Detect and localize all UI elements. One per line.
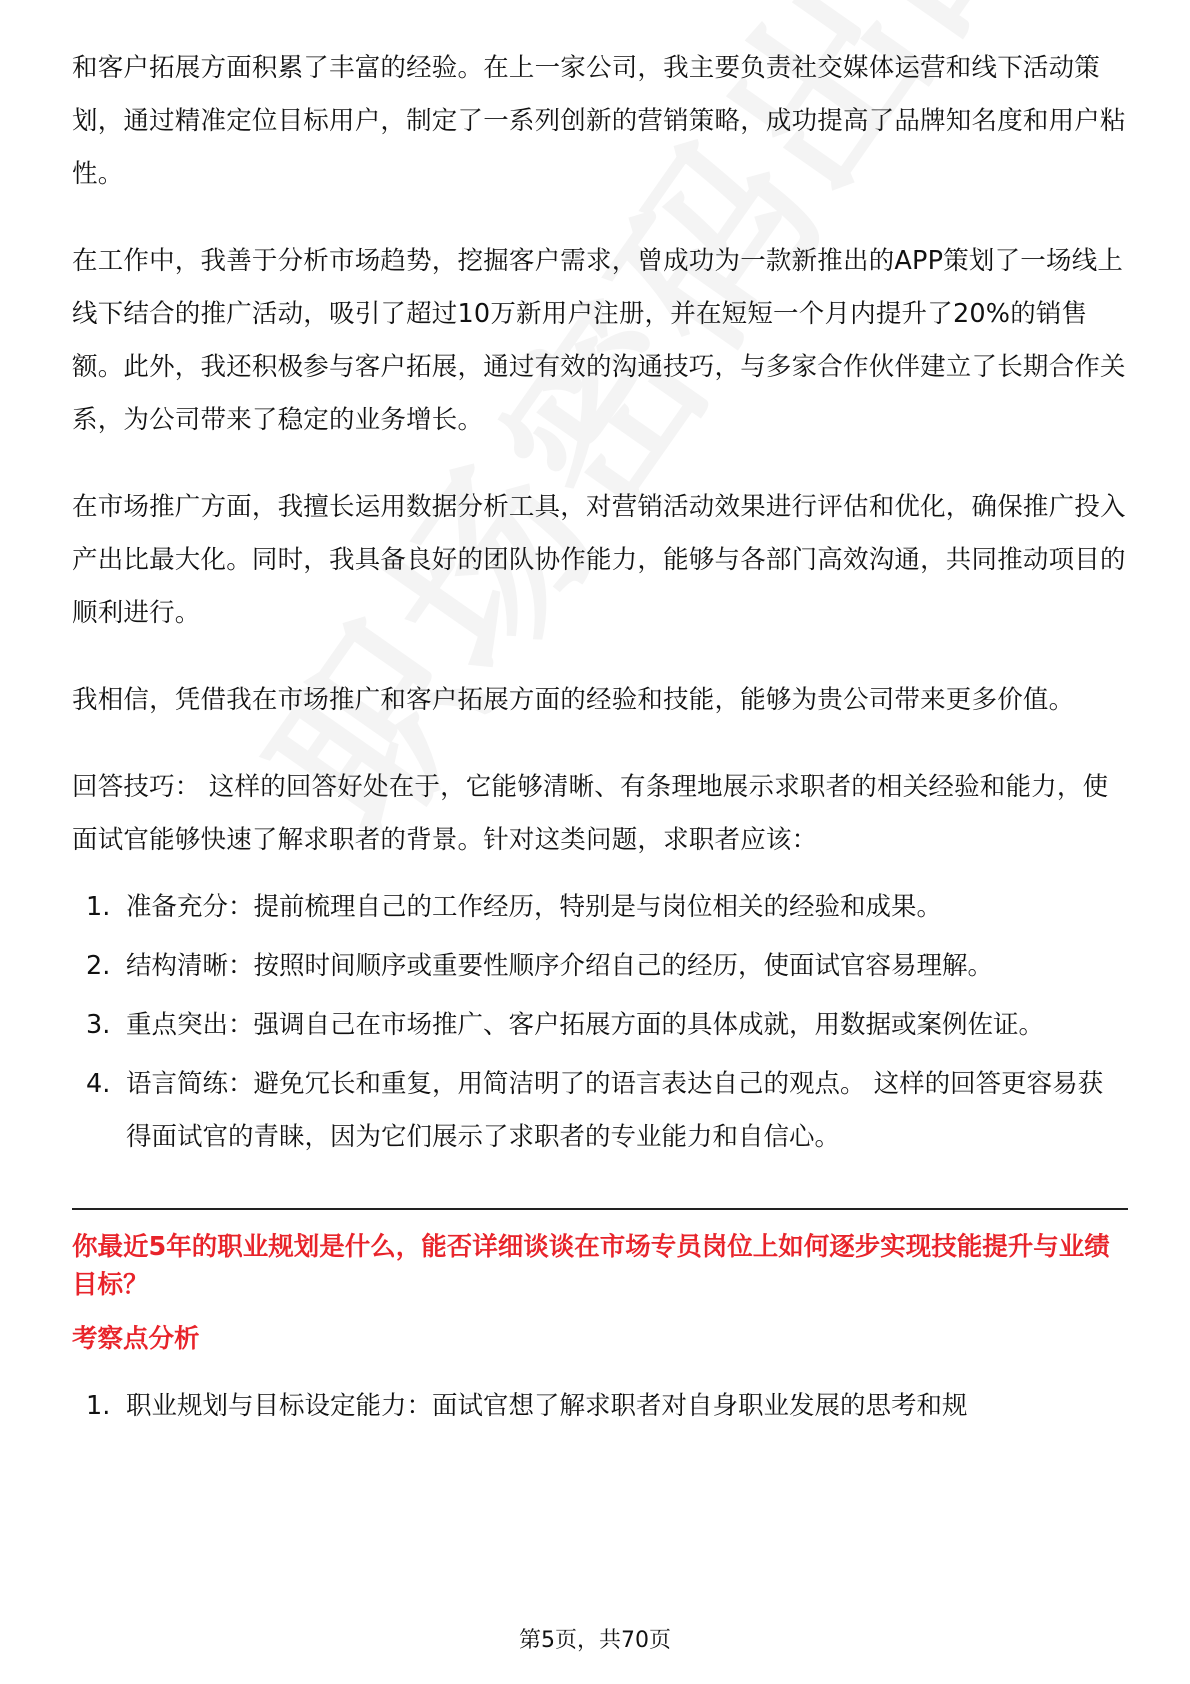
list-item xyxy=(72,1058,1128,1164)
tips-list xyxy=(72,881,1128,1164)
paragraph-conclusion: 我相信，凭借我在市场推广和客户拓展方面的经验和技能，能够为贵公司带来更多价值。 xyxy=(72,685,1075,715)
list-item-text: 结构清晰：按照时间顺序或重要性顺序介绍自己的经历，使面试官容易理解。 xyxy=(126,951,994,981)
section-divider xyxy=(72,1208,1128,1210)
list-item-text: 职业规划与目标设定能力：面试官想了解求职者对自身职业发展的思考和规 xyxy=(126,1391,968,1421)
list-item xyxy=(72,940,1128,993)
list-number: 3. xyxy=(86,1010,111,1040)
interview-question: 你最近5年的职业规划是什么，能否详细谈谈在市场专员岗位上如何逐步实现技能提升与业绩目标？ xyxy=(72,1232,1110,1300)
list-number: 1. xyxy=(86,892,111,922)
section-heading: 考察点分析 xyxy=(72,1324,200,1354)
analysis-list xyxy=(72,1386,1128,1426)
list-item xyxy=(72,999,1128,1052)
page-content xyxy=(72,42,1128,1426)
list-number: 2. xyxy=(86,951,111,981)
paragraph-answer-tips: 回答技巧： 这样的回答好处在于，它能够清晰、有条理地展示求职者的相关经验和能力，使面试官能够快速了解求职者的背景。针对这类问题，求职者应该： xyxy=(72,772,1109,855)
list-number: 1. xyxy=(86,1391,111,1421)
paragraph-skills: 在市场推广方面，我擅长运用数据分析工具，对营销活动效果进行评估和优化，确保推广投入产出比最大化。同时，我具备良好的团队协作能力，能够与各部门高效沟通，共同推动项目的顺利进行。 xyxy=(72,492,1126,628)
list-item xyxy=(72,881,1128,934)
list-item-text: 准备充分：提前梳理自己的工作经历，特别是与岗位相关的经验和成果。 xyxy=(126,892,943,922)
list-item-text: 重点突出：强调自己在市场推广、客户拓展方面的具体成就，用数据或案例佐证。 xyxy=(126,1010,1045,1040)
paragraph-experience: 和客户拓展方面积累了丰富的经验。在上一家公司，我主要负责社交媒体运营和线下活动策划，通过精准定位目标用户，制定了一系列创新的营销策略，成功提高了品牌知名度和用户粘性。 xyxy=(72,53,1126,189)
list-item-text: 语言简练：避免冗长和重复，用简洁明了的语言表达自己的观点。 这样的回答更容易获得面试官的青睐，因为它们展示了求职者的专业能力和自信心。 xyxy=(126,1069,1104,1152)
page-footer: 第5页，共70页 xyxy=(519,1628,671,1653)
paragraph-achievements: 在工作中，我善于分析市场趋势，挖掘客户需求，曾成功为一款新推出的APP策划了一场线上线下结合的推广活动，吸引了超过10万新用户注册，并在短短一个月内提升了20%的销售额。此外，我还积极参与客户拓展，通过有效的沟通技巧，与多家合作伙伴建立了长期合作关系，为公司带来了稳定的业务增长。 xyxy=(72,246,1126,435)
list-number: 4. xyxy=(86,1069,111,1099)
list-item xyxy=(72,1386,1128,1426)
